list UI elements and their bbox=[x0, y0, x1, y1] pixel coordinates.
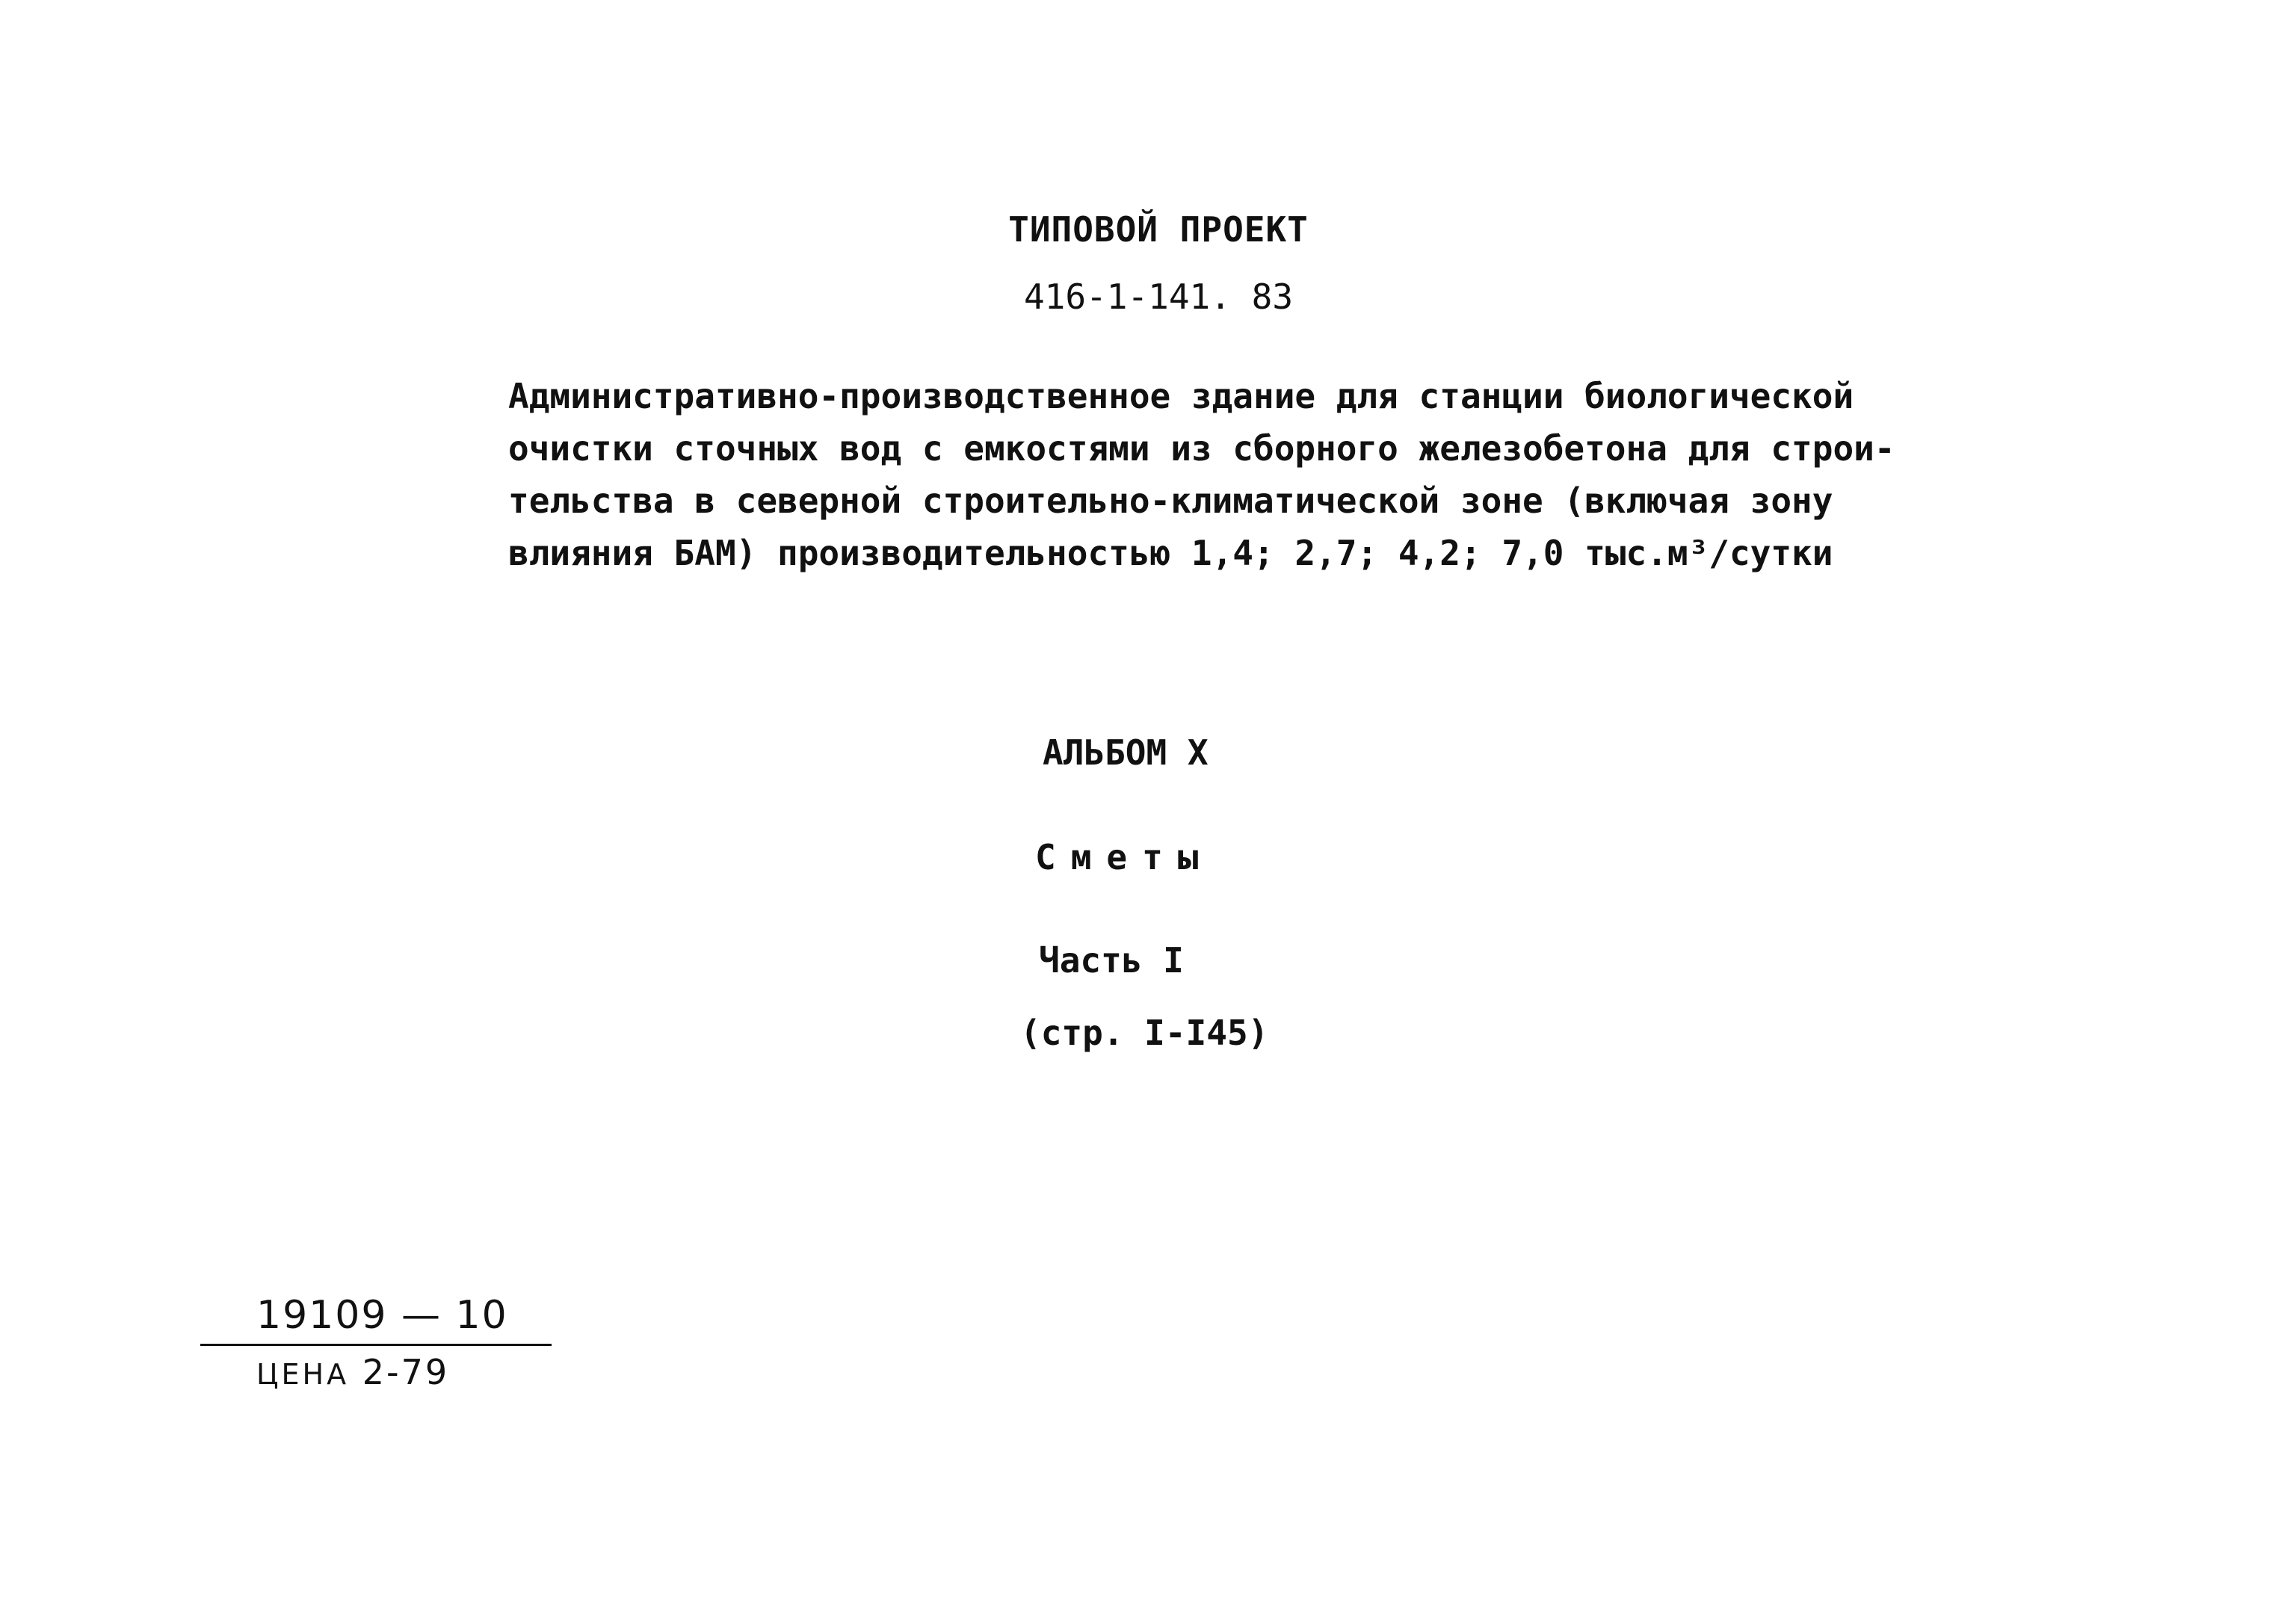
inventory-number: 19109 — 10 bbox=[256, 1293, 508, 1338]
project-description bbox=[508, 370, 2003, 579]
description-line: Административно-производственное здание для станции биологической bbox=[508, 376, 1854, 416]
volume-title: Сметы bbox=[1035, 837, 1214, 877]
stamp-divider bbox=[200, 1344, 552, 1346]
price-value: 2-79 bbox=[362, 1352, 450, 1392]
description-line: влияния БАМ) производительностью 1,4; 2,7; 4,2; 7,0 тыс.м³/сутки bbox=[508, 533, 1833, 573]
project-number: 416-1-141. 83 bbox=[1023, 277, 1294, 317]
description-line: тельства в северной строительно-климатической зоне (включая зону bbox=[508, 481, 1833, 521]
description-line: очистки сточных вод с емкостями из сборного железобетона для строи- bbox=[508, 428, 1895, 469]
price-label: ЦЕНА bbox=[256, 1358, 350, 1391]
price-line bbox=[200, 1352, 552, 1392]
part-label: Часть I bbox=[1039, 940, 1184, 981]
album-label: АЛЬБОМ X bbox=[1043, 732, 1209, 773]
page-range: (стр. I-I45) bbox=[1020, 1013, 1269, 1053]
document-title: ТИПОВОЙ ПРОЕКТ bbox=[1008, 209, 1309, 250]
inventory-stamp bbox=[200, 1293, 552, 1392]
